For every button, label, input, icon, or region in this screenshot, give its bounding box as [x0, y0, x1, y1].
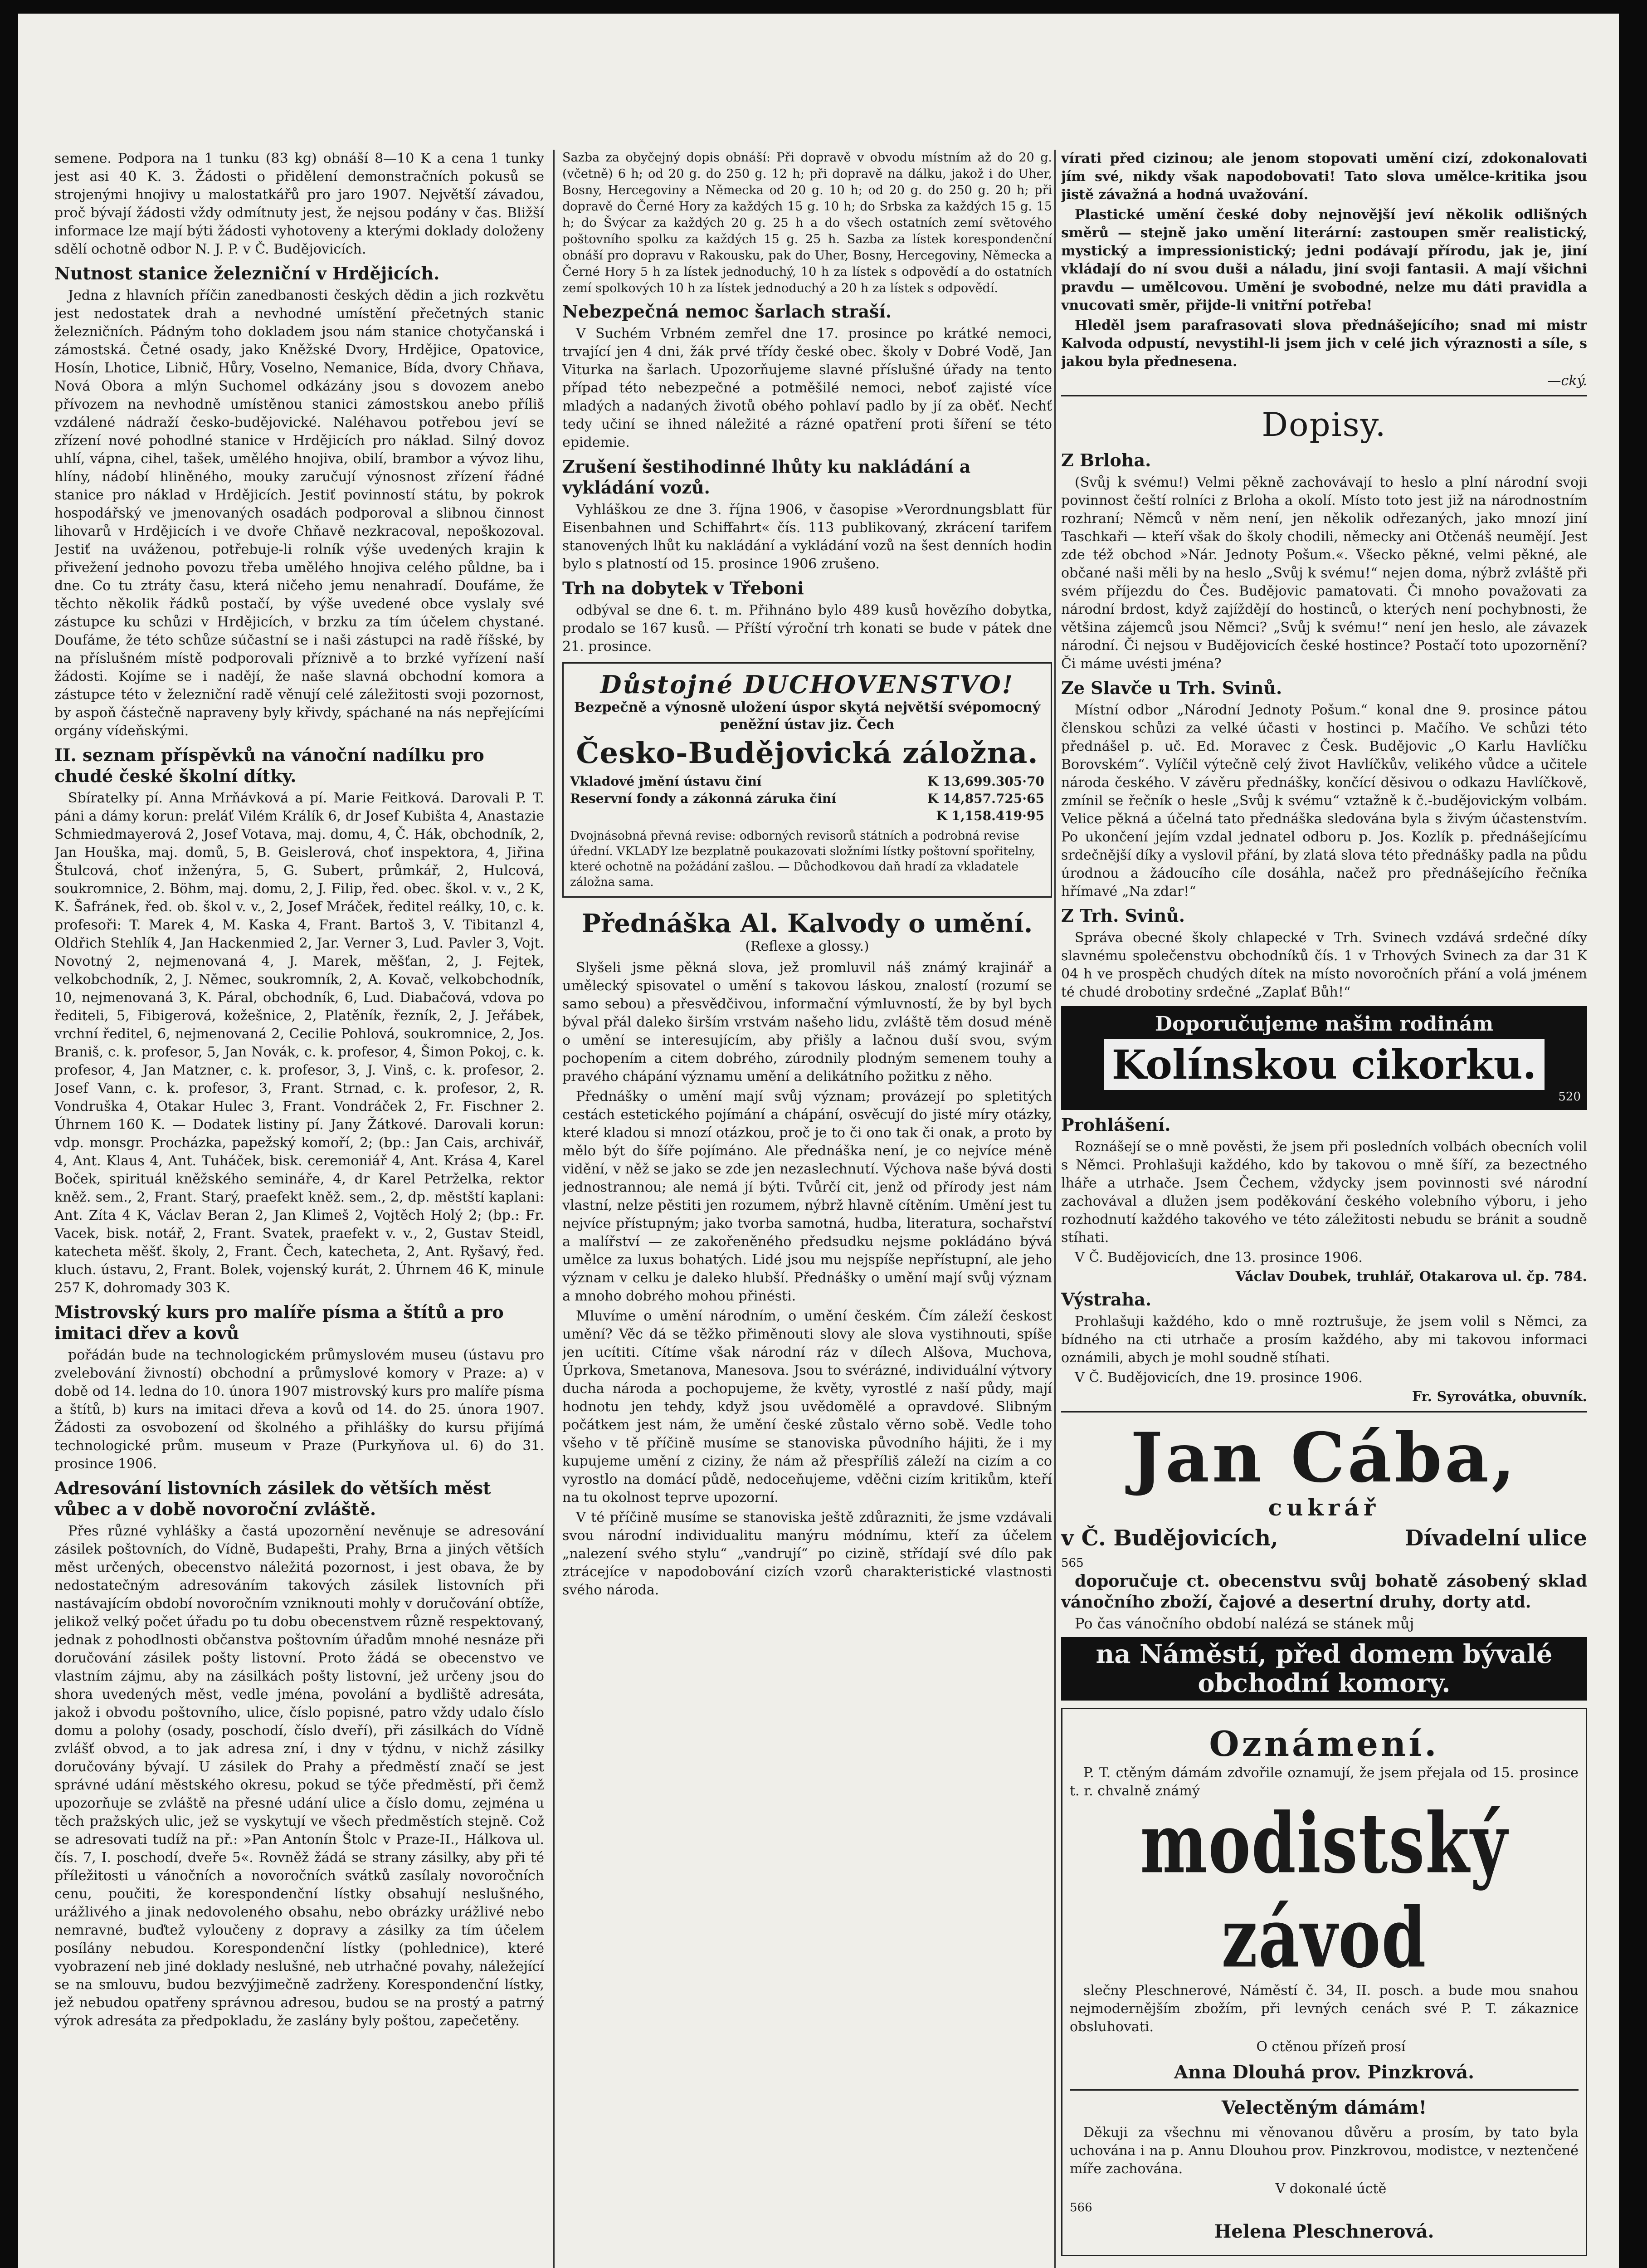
article-text: Přes různé vyhlášky a častá upozornění nevěnuje se adresování zásilek poštovních, do Vídně, Budapešti, Prahy, Brna a jiných větších měst určených, obecenstvo náležitá pozornost, i jest obava, že by nedostatečným adresováním takových zásilek listovních při nastávajícím období novoročním vzniknouti mohly v doručování obtíže, jelikož velký počet úřadu po tu dobu obecenstvem různě respektovaný, jednak z pohodlnosti občanstva poštovním úřadům mnohé nesnáze při doručování zásilek pošty listovní. Proto žádá se obecenstvo ve vlastním zájmu, aby na zásilkách pošty listovní, jež určeny jsou do shora uvedených měst, vedle jména, povolání a bydliště adresáta, jakož i obvodu poštovního, ulice, číslo popisné, patro vždy udalo číslo domu a polohy (osady, poschodí, číslo dveří), při zásilkách do Vídně zvlášť obvod, a to jak adresa zní, i dny v týdnu, v nichž zásilky doručovány bývají. U zásilek do Prahy a předměstí značí se jest správné udání městského okresu, pokud se týče předměstí, při čemž upozorňuje se zvláště na přesné udání ulice a číslo domu, zejména u těch pražských ulic, jež se vyskytují ve všech předměstích stejně. Což se adresovati tudíž na př.: »Pan Antonín Štolc v Praze-II., Hálkova ul. čís. 7, I. poschodí, dveře 5«. Rovněž žádá se strany zásilky, aby při té příležitosti u vánočních a novoročních svátků zasílaly novoročních cenu, poučiti, že korespondenční lístky obsahují neslušného, urážlivého a jinak nedovoleného obsahu, nebo obrázky urážlivé nebo nemravné, buďtež vyloučeny z dopravy a zásilky za tím účelem posílány nebudou. Korespondenční lístky (pohlednice), které vyobrazení neb jiné doklady neslušné, neb utrhačné povahy, náležející se na smlouvu, budou bezvýjimečně zadrženy. Korespondenční lístky, jež nebudou opatřeny správnou adresou, budou se na prostý a patrný výrok adresáta za předpokladu, že zaslány byly poštou, zapečetěny.	[54, 1523, 544, 2029]
ad-subtitle: Bezpečně a výnosně uložení úspor skytá největší svépomocný peněžní ústav jiz. Čech	[574, 699, 1041, 733]
headline-stanice: Nutnost stanice železniční v Hrdějicích.	[54, 263, 440, 284]
divider	[1061, 395, 1587, 396]
article-text: Přednášky o umění mají svůj význam; provázejí po spletitých cestách estetického pojímání a chápání, osvěcují do jisté míry otázky, které kladou si mnozí otázkou, proč je to či ono tak či onak, a proto by mělo být do šíře pojímáno. Ale přednáška není, je co nejvíce méně vidění, v něž se jako se zde jen nezaslechnutí. Výchova naše bývá dosti jednostrannou; ale nemá jí býti. Tvůrčí cit, jenž od přírody jest nám vlastní, nelze pěstiti jen rozumem, nýbrž hlavně cítěním. Umění jest tu nejvíce přístupným; jako tvorba samotná, hudba, literatura, sochařství a malířství — ze zakořeněného předsudku nejsme pokládáno bývá umělce za luxus bohatých. Lidé jsou mu nejspíše nepřístupní, ale jeho význam v celku je daleko hlubší. Přednášky o umění mají svůj význam a mnoho dobrého mohou přinésti.	[562, 1089, 1052, 1304]
confectioner-location-bar: na Náměstí, před domem bývalé obchodní komory.	[1061, 1637, 1587, 1701]
reserve-label: Reservní fondy a zákonná záruka činí	[570, 791, 836, 806]
milliner-advertisement	[1061, 1708, 1587, 2256]
headline-trhsvin: Z Trh. Svinů.	[1061, 905, 1185, 926]
deposit-label: Vkladové jmění ústavu činí	[570, 774, 762, 789]
notice-closing: V dokonalé úctě	[1275, 2181, 1387, 2197]
third-line	[570, 807, 1044, 825]
ad-title: Důstojné DUCHOVENSTVO!	[600, 670, 1014, 699]
column-rule	[1054, 150, 1056, 2268]
column-2	[562, 150, 1052, 2268]
location-city: v Č. Budějovicích,	[1061, 1525, 1278, 1551]
column-rule	[553, 150, 555, 2268]
chicory-top: Doporučujeme našim rodinám	[1155, 1012, 1494, 1036]
column-3	[1061, 150, 1587, 2268]
article-text: Slyšeli jsme pěkná slova, jež promluvil náš známý krajinář a umělecký spisovatel o umění s takovou láskou, znalostí (rozumí se samo sebou) a přesvědčivou, informační výmluvností, že by byl bych býval přál daleko širším vrstvám našeho lidu, zvláště těm dosud méně o umění se interesujícím, aby přišly a lačnou duší svou, svým pochopením a citem dobrého, zúrodnily plodným semenem touhy a pravého chápání významu umění a delikátního požitku z něho.	[562, 960, 1052, 1085]
article-text: Vyhláškou ze dne 3. října 1906, v časopise »Verordnungsblatt für Eisenbahnen und Schiffahrt« čís. 113 publikovaný, zkrácení tarifem stanovených lhůt ku nakládání a vykládání vozů na šest denních hodin bylo s platností od 15. prosince 1906 zrušeno.	[562, 502, 1052, 572]
headline-adresovani: Adresování listovních zásilek do větších měst vůbec a v době novoroční zvláště.	[54, 1478, 491, 1519]
article-text: (Svůj k svému!) Velmi pěkně zachovávají to heslo a plní národní svoji povinnost čeští rolníci z Brloha a okolí. Místo toto jest již na národnostním rozhraní; Němců v něm není, jen několik odřezaných, jako mnozí jiní Taschkaři — kteří však do školy chodili, německy ani Otčenáš neumějí. Jest zde též obchod »Nár. Jednoty Pošum.«. Všecko pěkné, velmi pěkné, ale občané naši měli by na heslo „Svůj k svému!“ nejen doma, nýbrž zvláště při svém příjezdu do Čes. Budějovic pamatovati. Či mnoho považovati za národní brdost, když zajíždějí do hostinců, o kterých není pochybnosti, že většina zájemců jsou Němci? „Svůj k svému!“ není jen heslo, ale závazek národní. Či nejsou v Budějovicích české hostince? Postačí toto upozornění? Či máme uvésti jména?	[1061, 474, 1587, 672]
headline-prohlaseni: Prohlášení.	[1061, 1114, 1171, 1135]
third-value: K 1,158.419·95	[936, 808, 1044, 823]
chicory-name: Kolínskou cikorku.	[1104, 1039, 1545, 1090]
ad-number: 566	[1070, 2201, 1092, 2214]
article-text: semene. Podpora na 1 tunku (83 kg) obnáší 8—10 K a cena 1 tunky jest asi 40 K. 3. Žádosti o přidělení demonstračních pokusů se strojenými hnojivy u malostatkářů pro jaro 1907. Největší závadou, proč bývají žádosti vždy odmítnuty jest, že nejsou podány v čas. Bližší informace lze mají býti žádosti vyhotoveny a kterými doklady doloženy sdělí ochotně odbor N. J. P. v Č. Budějovicích.	[54, 151, 544, 257]
confectioner-location	[1061, 1525, 1587, 1551]
article-text: Mluvíme o umění národním, o umění českém. Čím záleží českost umění? Věc dá se těžko přiměnouti slovy ale slova vystihnouti, spíše jen ucítiti. Cítíme však národní ráz v dílech Alšova, Muchova, Úprkova, Smetanova, Manesova. Jsou to svérázné, individuální výtvory ducha národa a pochopujeme, že květy, vyrostlé z naší půdy, mají hodnotu jen tehdy, když jsou uvědomělé a opravdové. Slibným počátkem jest nám, že umění české zůstalo věrno sobě. Vedle toho všeho v tě příčině musíme se stanoviska původního hájiti, že i my kupujeme umění z ciziny, že nám až přespříliš záleží na cizím a co vyrostlo na domácí půdě, nedoceňujeme, vděčni cizím kritikům, kteří na tu okolnost teprve upozorní.	[562, 1308, 1052, 1505]
announcement-text: P. T. ctěným dámám zdvořile oznamují, že jsem přejala od 15. prosince t. r. chvalně známý	[1070, 1765, 1579, 1799]
article-text: pořádán bude na technologickém průmyslovém museu (ústavu pro zvelebování živností) obchodní a průmyslové komory v Praze: a) v době od 14. ledna do 10. února 1907 mistrovský kurs pro malíře písma a štítů, b) kurs na imitaci dřeva a kovů od 14. do 25. února 1907. Žádosti za osvobození od školného a přihlášky do kursu přijímá technologické prům. museum v Praze (Purkyňova ul. 6) do 31. prosince 1906.	[54, 1347, 544, 1472]
announcement-title: Oznámení.	[1209, 1724, 1439, 1764]
confectioner-title: cukrář	[1268, 1494, 1380, 1521]
confectioner-name: Jan Cába,	[1130, 1418, 1518, 1498]
headline-seznam: II. seznam příspěvků na vánoční nadílku pro chudé české školní dítky.	[54, 745, 484, 786]
announcement-text: slečny Pleschnerové, Náměstí č. 34, II. posch. a bude mou snahou nejmodernějším zbožím, při levných cenách své P. T. zákaznice obsluhovati.	[1070, 1983, 1579, 2035]
reserve-line	[570, 790, 1044, 807]
section-title: Dopisy.	[1262, 406, 1387, 444]
ad-number: 520	[1558, 1090, 1581, 1104]
bank-advertisement	[562, 662, 1052, 898]
article-text: Hleděl jsem parafrasovati slova přednášejícího; snad mi mistr Kalvoda odpustí, nevystihl-li jsem jich v celé jich výraznosti a síle, s jakou byla přednesena.	[1061, 318, 1587, 370]
divider	[1070, 2089, 1579, 2091]
ad-number: 565	[1061, 1556, 1084, 1570]
divider	[1061, 1411, 1587, 1413]
notice-date: V Č. Budějovicích, dne 13. prosince 1906.	[1075, 1250, 1363, 1266]
column-1	[54, 150, 544, 2268]
article-text: odbýval se dne 6. t. m. Přihnáno bylo 489 kusů hovězího dobytka, prodalo se 167 kusů. — Příští výroční trh konati se bude v pátek dne 21. prosince.	[562, 602, 1052, 655]
notice-signature: Fr. Syrovátka, obuvník.	[1412, 1389, 1587, 1405]
deposit-value: K 13,699.305·70	[927, 774, 1044, 789]
ad-note: Dvojnásobná převná revise: odborných revisorů státních a podrobná revise úřední. VKLADY lze bezplatně poukazovati složními lístky poštovní spořitelny, které ochotně na požádání zašlou. — Důchodkovou daň hradí za vkladatele záložna sama.	[570, 829, 1035, 889]
announcement-text: O ctěnou přízeň prosí	[1256, 2039, 1406, 2055]
notice-text: Roznášejí se o mně pověsti, že jsem při posledních volbách obecních volil s Němci. Prohlašuji každého, kdo by takovou o mně šíří, za bezectného lháře a utrhače. Jsem Čechem, vždycky jsem povinnosti své národní zachovával a dlužen jsem poděkování českého volebního výboru, i jeho rozhodnutí každého takového ve této záležitosti nebudu se bránit a soudně stíhati.	[1061, 1139, 1587, 1246]
article-text: Sbíratelky pí. Anna Mrňávková a pí. Marie Feitková. Darovali P. T. páni a dámy korun: preláť Vilém Králík 6, dr Josef Kubišta 4, Anastazie Schmiedmayerová 2, Josef Votava, maj. domu, 4, Č. Hák, obchodník, 2, Jan Houška, maj. domů, 5, B. Geislerová, choť inspektora, 4, Jiřina Štulcová, choť inženýra, 5, G. Subert, průmkář, 2, Hulcová, soukromnice, 2. Böhm, maj. domu, 2, J. Filip, řed. obec. škol. v. v., 2 K, K. Šafránek, řed. ob. škol v. v., 2, Josef Mráček, ředitel reálky, 10, c. k. profesoři: T. Marek 4, M. Kaska 4, Frant. Bartoš 3, V. Tibitanzl 4, Oldřich Stehlík 4, Jan Hackenmied 2, Jar. Verner 3, Lud. Pavler 3, Vojt. Novotný 2, nejmenovaná 4, J. Marek, měšťan, 2, J. Fejtek, velkobchodník, 2, J. Němec, soukromník, 2, A. Kovač, velkobchodník, 10, nejmenovaná 3, K. Páral, obchodník, 6, Lud. Diabačová, vdova po řediteli, 5, Fibigerová, kožešnice, 2, Platěník, řezník, 2, J. Jeřábek, vrchní ředitel, 6, nejmenovaná 2, Cecilie Pohlová, soukromnice, 2, Jos. Braniš, c. k. profesor, 5, Jan Novák, c. k. profesor, 4, Šimon Pokoj, c. k. profesor, 4, Jan Matzner, c. k. profesor, 3, J. Vinš, c. k. profesor, 2. Josef Vann, c. k. profesor, 3, Frant. Strnad, c. k. profesor, 2, R. Vondruška 4, Otakar Hulec 3, Frant. Vondráček 2, Fr. Fischner 2. Úhrnem 160 K. — Dodatek listiny pí. Jany Žátkové. Darovali korun: vdp. monsgr. Procházka, papežský komoří, 2; (bp.: Jan Cais, archivář, 4, Ant. Klaus 4, Ant. Tuháček, bisk. ceremoniář 4, Ant. Krása 4, Karel Boček, spirituál kněžského semináře, 4, dr Karel Petrželka, rektor kněž. sem., 2, Frant. Starý, praefekt kněž. sem., 2, dp. městští kaplani: Ant. Zíta 4 K, Václav Beran 2, Jan Klimeš 2, Vojtěch Holý 2; (bp.: Fr. Vacek, bisk. notář, 2, Frant. Svatek, praefekt v. v., 2, Gustav Steidl, katecheta měšť. školy, 2, Frant. Čech, katecheta, 2, Ant. Ryšavý, řed. kluch. ústavu, 2, Frant. Bolek, vojenský kurát, 2. Úhrnem 46 K, minule 257 K, dohromady 303 K.	[54, 790, 544, 1296]
article-text: Plastické umění české doby nejnovější jeví několik odlišných směrů — stejně jako umění literární: zastoupen směr realistický, mystický a impressionistický; jedni podávají přírodu, jak je, jiní vkládají do ní svou duši a náladu, jiní svoji fantasii. A mají všichni pravdu — umělcovou. Umění je svobodné, nelze mu dáti pravidla a vnucovati směr, přijde-li vnitřní potřeba!	[1061, 207, 1587, 313]
headline-slavce: Ze Slavče u Trh. Svinů.	[1061, 678, 1282, 698]
headline-kurs: Mistrovský kurs pro malíře písma a štítů a pro imitaci dřev a kovů	[54, 1302, 504, 1343]
notice-signature: Helena Pleschnerová.	[1214, 2221, 1434, 2242]
author-signature: —cký.	[1547, 373, 1587, 389]
chicory-advertisement	[1061, 1006, 1587, 1110]
deposit-line	[570, 773, 1044, 790]
headline-trh: Trh na dobytek v Třeboni	[562, 578, 804, 598]
headline-brloh: Z Brloha.	[1061, 450, 1151, 470]
article-text: vírati před cizinou; ale jenom stopovati umění cizí, zdokonalovati jím své, nikdy však napodobovati! Tato slova umělce-kritika jsou jistě závažná a hodná uvažování.	[1061, 151, 1587, 203]
notice-title: Velectěným dámám!	[1221, 2097, 1427, 2118]
notice-text: Prohlašuji každého, kdo o mně roztrušuje, že jsem volil s Němci, za bídného na cti utrhače a prosím každého, aby mi takovou informaci oznámili, abych je mohl soudně stíhati.	[1061, 1314, 1587, 1366]
location-street: Dívadelní ulice	[1404, 1525, 1587, 1551]
notice-text: Děkuji za všechnu mi věnovanou důvěru a prosím, by tato byla uchována i na p. Annu Dlouhou prov. Pinzkrovou, modistce, v neztenčené míře zachována.	[1070, 2125, 1579, 2177]
reserve-value: K 14,857.725·65	[927, 791, 1044, 806]
article-text: V Suchém Vrbném zemřel dne 17. prosince po krátké nemoci, trvající jen 4 dni, žák prvé třídy české obec. školy v Dobré Vodě, Jan Viturka na šarlach. Upozorňujeme slavné příslušné úřady na tento případ této nebezpečné a potměšilé nemoci, neboť zajisté více mladých a nadaných životů obého pohlaví padlo by jí za oběť. Nechť tedy učiní se ihned náležité a rázné opatření proti šíření se této epidemie.	[562, 326, 1052, 450]
headline-zruseni: Zrušení šestihodinné lhůty ku nakládání a vykládání vozů.	[562, 456, 971, 498]
article-text: Sazba za obyčejný dopis obnáší: Při dopravě v obvodu místním až do 20 g. (včetně) 6 h; od 20 g. do 250 g. 12 h; při dopravě na dálku, jakož i do Uher, Bosny, Hercegoviny a Německa od 20 g. 10 h; od 20 g. do 250 g. 20 h; při dopravě do Černé Hory za každých 15 g. 10 h; do Srbska za každých 15 g. 15 h; do Švýcar za každých 20 g. 25 h a do všech ostatních zemí světového poštovního spolku za každých 15 g. 25 h. Sazba za lístek korespondenční obnáší pro dopravu v Rakousku, pak do Uher, Bosny, Hercegoviny, Německa a Černé Hory 5 h za lístek jednoduchý, 10 h za lístek s odpovědí a do ostatních zemí spolkových 10 h za lístek jednoduchý a 20 h za lístek s odpovědí.	[562, 151, 1052, 295]
confectioner-text: doporučuje ct. obecenstvu svůj bohatě zásobený sklad vánočního zboží, čajové a desertní druhy, dorty atd.	[1061, 1572, 1587, 1612]
notice-signature: Václav Doubek, truhlář, Otakarova ul. čp. 784.	[1235, 1269, 1587, 1285]
confectioner-text: Po čas vánočního období nalézá se stánek můj	[1075, 1615, 1414, 1632]
notice-date: V Č. Budějovicích, dne 19. prosince 1906.	[1075, 1370, 1363, 1386]
lecture-subtitle: (Reflexe a glossy.)	[745, 938, 869, 954]
lecture-title: Přednáška Al. Kalvody o umění.	[581, 909, 1033, 938]
announcement-signature: Anna Dlouhá prov. Pinzkrová.	[1174, 2062, 1475, 2083]
article-text: Správa obecné školy chlapecké v Trh. Svinech vzdává srdečné díky slavnému společenstvu obchodníků čís. 1 v Trhových Svinech za dar 31 K 04 h ve prospěch chudých dítek na místo novoročních přání a volá jménem té chudé drobotiny srdečné „Zaplať Bůh!“	[1061, 930, 1587, 1000]
newspaper-page	[18, 14, 1619, 2268]
article-text: Jedna z hlavních příčin zanedbanosti českých dědin a jich rozkvětu jest nedostatek drah a nevhodné umístění přečetných stanic železničních. Pádným toho dokladem jsou nám stanice chotyčanská i zámostská. Četné osady, jako Kněžské Dvory, Hrdějice, Opatovice, Hosín, Lhotice, Libnič, Hůry, Voselno, Nemanice, Bída, dvory Chňava, Nová Obora a mlýn Suchomel odkázány jsou s dovozem anebo přívozem na nevhodně umístěnou stanici zámostskou anebo příliš vzdálené nádraží česko-budějovické. Naléhavou potřebou jeví se zřízení nové pohodlné stanice v Hrdějicích pro náklad. Silný dovoz uhlí, vápna, cihel, tašek, umělého hnojiva, obilí, brambor a vývoz lihu, hlíny, nádobí hliněného, mouky zaručují výnosnost zřízení řádné stanice pro náklad v Hrdějicích. Jestiť povinností státu, by pokrok hospodářský ve jmenovaných osadách podporoval a slibnou činnost lihovarů v Hrdějicích i ve dvoře Chňavě nezkracoval, nepoškozoval. Jestiť na uváženou, potřebuje-li rolník výše uvedených krajin k přivežení jednoho povozu třeba umělého hnojiva celého půldne, ba i dne. Co tu ztráty času, která ničeho jemu nenahradí. Doufáme, že těchto několik řádků postačí, by výše uvedené obce vyslaly své zástupce ku schůzi v Hrdějicích, v brzku za tím účelem chystané. Doufáme, že této schůze súčastní se i naši zástupci na radě říšské, by na příslušném místě podporovali příznivě a to brzké vyřízení naší žádosti. Kojíme se i nadějí, že naše slavná obchodní komora a zástupce této v železniční radě věnují celé záležitosti svoji pozornost, by aspoň částečně napraveny byly křivdy, spáchané na nás nepřejícími orgány vídeňskými.	[54, 288, 544, 739]
article-text: Místní odbor „Národní Jednoty Pošum.“ konal dne 9. prosince pátou členskou schůzi za velké účasti v hostinci p. Mačího. Ve schůzi této přednášel p. uč. Ed. Moravec z Česk. Budějovic „O Karlu Havlíčku Borovském“. Vylíčil výtečně celý život Havlíčkův, velikého vůdce a učitele národa českého. V závěru přednášky, končící děsivou o odkazu Havlíčkově, zmínil se řečník o hesle „Svůj k svému“ vztažně k č.-budějovickým volbám. Velice pěkná a účelná tato přednáška sledována byla s živým účastenstvím. Po ukončení jejím vzdal jednatel odboru p. Jos. Kozlík p. přednášejícímu srdečnější díky a vyslovil přání, by zlatá slova této přednášky padla na půdu úrodnou a žádoucího cíle dosáhla, načež pro přednášejícího řečníka hřímavé „Na zdar!“	[1061, 702, 1587, 899]
bank-name: Česko-Budějovická záložna.	[576, 736, 1038, 770]
headline-vystraha: Výstraha.	[1061, 1289, 1152, 1310]
article-text: V té příčině musíme se stanoviska ještě zdůrazniti, že jsme vzdávali svou národní individualitu manýru módnímu, kteří za účelem „nalezení svého stylu“ „vandrují“ po cizině, střídají své dílo pak ztrácejíce v napodobování cizích vzorů charakteristické vlastnosti svého národa.	[562, 1510, 1052, 1598]
headline-nemoc: Nebezpečná nemoc šarlach straší.	[562, 301, 892, 322]
milliner-heading: modistský závod	[1140, 1795, 1508, 1987]
